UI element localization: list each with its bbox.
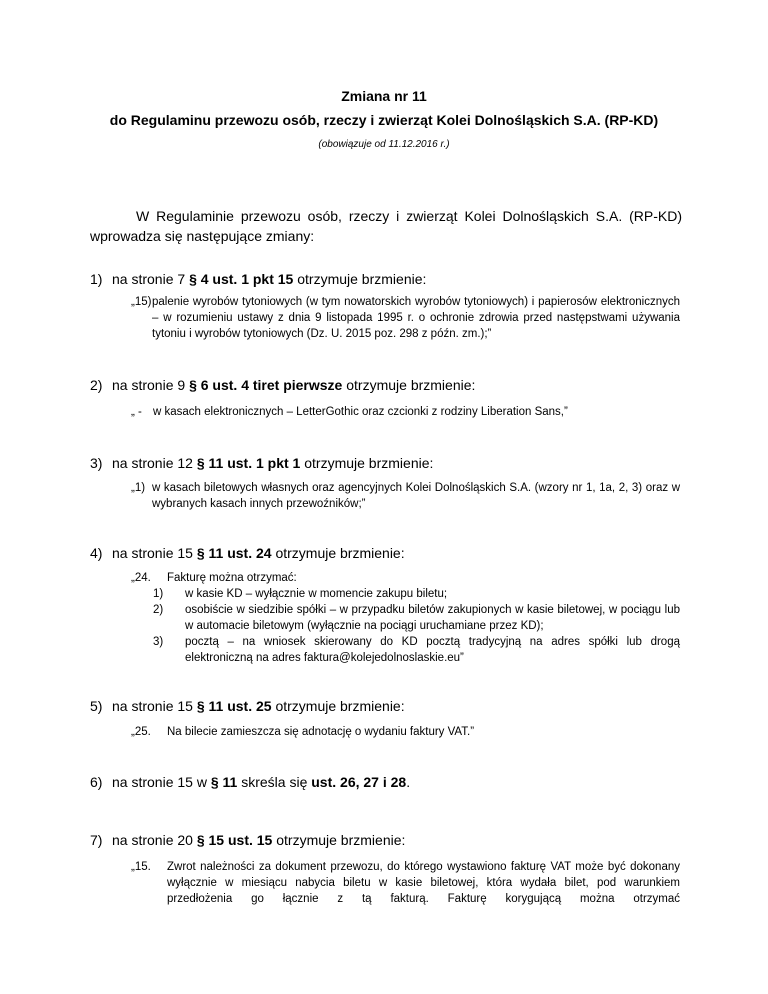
quote-text: palenie wyrobów tytoniowych (w tym nowatorskich wyrobów tytoniowych) i papierosów elektronicznych – w rozumieniu ustawy z dnia 9 listopada 1995 r. o ochronie zdrowia przed następstwami używania tytoniu i wyrobów tytoniowych (Dz. U. 2015 poz. 298 z późn. zm.);” bbox=[152, 296, 680, 340]
quote-lead: „15. bbox=[131, 861, 151, 873]
quote-lead: „1) bbox=[131, 482, 146, 494]
quote-item-2 bbox=[131, 404, 680, 420]
item-number: 3) bbox=[90, 455, 103, 471]
item-number: 5) bbox=[90, 698, 103, 714]
item-reference: § 11 bbox=[210, 774, 238, 790]
quote-item-5 bbox=[131, 724, 680, 740]
quote-lead: „ - bbox=[131, 406, 142, 418]
quote-item-1 bbox=[131, 294, 680, 342]
quote-item-4 bbox=[131, 570, 680, 666]
item-reference: § 4 ust. 1 pkt 15 bbox=[189, 271, 294, 287]
quote-text: Zwrot należności za dokument przewozu, do którego wystawiono fakturę VAT może być dokonany wyłącznie w miesiącu nabycia biletu w kasie biletowej, która wydała bilet, pod warunkiem przedłożenia go łącznie z tą fakturą. Fakturę korygującą można otrzymać bbox=[167, 861, 680, 905]
subitem-3: 3) pocztą – na wniosek skierowany do KD pocztą tradycyjną na adres spółki lub drogą elektroniczną na adres faktura@kolejedolnoslaskie.eu” bbox=[153, 636, 680, 664]
item-number: 4) bbox=[90, 545, 103, 561]
quote-item-7 bbox=[131, 859, 680, 907]
item-reference: § 11 ust. 25 bbox=[196, 698, 272, 714]
quote-lead: „25. bbox=[131, 726, 151, 738]
change-item-5: 5) na stronie 15 § 11 ust. 25 otrzymuje brzmienie: bbox=[90, 698, 405, 714]
item-number: 2) bbox=[90, 377, 103, 393]
item-reference: § 11 ust. 24 bbox=[196, 545, 272, 561]
item-number: 7) bbox=[90, 832, 103, 848]
subitem-2: 2) osobiście w siedzibie spółki – w przypadku biletów zakupionych w kasie biletowej, w pociągu lub w automacie biletowym (wyłącznie na pociągi uruchamiane przez KD); bbox=[153, 604, 680, 632]
change-item-4: 4) na stronie 15 § 11 ust. 24 otrzymuje brzmienie: bbox=[90, 545, 405, 561]
change-item-6: 6) na stronie 15 w § 11 skreśla się ust. 26, 27 i 28. bbox=[90, 774, 411, 790]
item-number: 1) bbox=[90, 271, 103, 287]
change-item-2: 2) na stronie 9 § 6 ust. 4 tiret pierwsze otrzymuje brzmienie: bbox=[90, 377, 476, 393]
effective-date: (obowiązuje od 11.12.2016 r.) bbox=[318, 139, 450, 150]
quote-text: w kasach elektronicznych – LetterGothic oraz czcionki z rodziny Liberation Sans,” bbox=[153, 406, 568, 418]
quote-lead: „15) bbox=[131, 296, 152, 308]
document-title: Zmiana nr 11 bbox=[341, 88, 427, 104]
item-reference: § 6 ust. 4 tiret pierwsze bbox=[189, 377, 343, 393]
quote-item-3 bbox=[131, 480, 680, 512]
item-reference: § 15 ust. 15 bbox=[196, 832, 273, 848]
item-reference-2: ust. 26, 27 i 28 bbox=[311, 774, 407, 790]
change-item-1: 1) na stronie 7 § 4 ust. 1 pkt 15 otrzymuje brzmienie: bbox=[90, 271, 427, 287]
intro-paragraph: W Regulaminie przewozu osób, rzeczy i zwierząt Kolei Dolnośląskich S.A. (RP-KD) wprowadza się następujące zmiany: bbox=[90, 208, 682, 244]
quote-text: w kasach biletowych własnych oraz agencyjnych Kolei Dolnośląskich S.A. (wzory nr 1, 1a, 2, 3) oraz w wybranych kasach innych przewoźników;” bbox=[152, 482, 680, 510]
change-item-7: 7) na stronie 20 § 15 ust. 15 otrzymuje brzmienie: bbox=[90, 832, 406, 848]
item-number: 6) bbox=[90, 774, 103, 790]
subitem-1: 1) w kasie KD – wyłącznie w momencie zakupu biletu; bbox=[153, 588, 448, 600]
item-reference: § 11 ust. 1 pkt 1 bbox=[196, 455, 301, 471]
quote-text: Fakturę można otrzymać: bbox=[167, 572, 297, 584]
quote-lead: „24. bbox=[131, 572, 151, 584]
quote-text: Na bilecie zamieszcza się adnotację o wydaniu faktury VAT.” bbox=[167, 726, 475, 738]
document-subtitle: do Regulaminu przewozu osób, rzeczy i zwierząt Kolei Dolnośląskich S.A. (RP-KD) bbox=[109, 112, 659, 128]
change-item-3: 3) na stronie 12 § 11 ust. 1 pkt 1 otrzymuje brzmienie: bbox=[90, 455, 434, 471]
